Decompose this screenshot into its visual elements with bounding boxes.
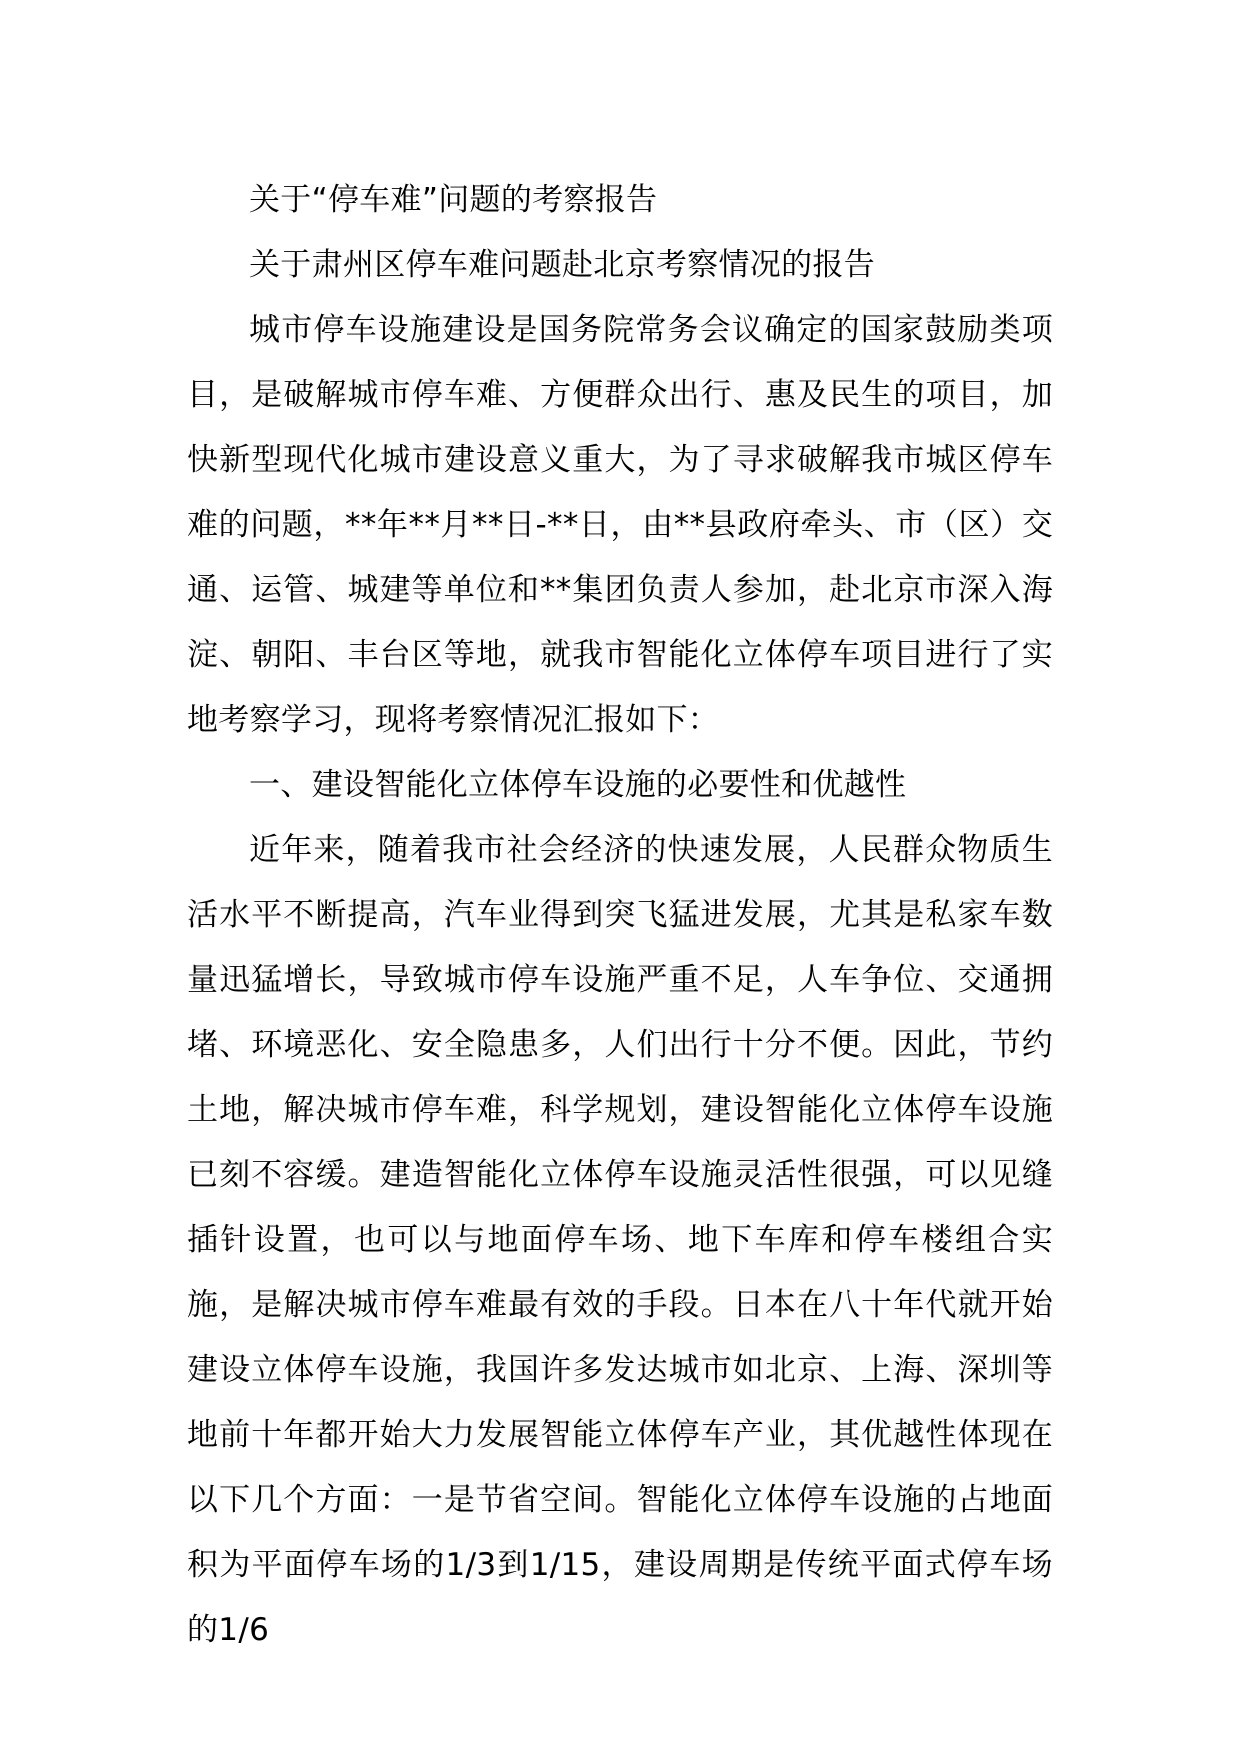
document-subtitle: 关于肃州区停车难问题赴北京考察情况的报告 — [249, 247, 875, 283]
document-page — [187, 168, 1053, 1663]
document-title: 关于“停车难”问题的考察报告 — [249, 182, 658, 218]
paragraph-section-1: 近年来，随着我市社会经济的快速发展，人民群众物质生活水平不断提高，汽车业得到突飞猛进发展，尤其是私家车数量迅猛增长，导致城市停车设施严重不足，人车争位、交通拥堵、环境恶化、安全隐患多，人们出行十分不便。因此，节约土地，解决城市停车难，科学规划，建设智能化立体停车设施已刻不容缓。建造智能化立体停车设施灵活性很强，可以见缝插针设置，也可以与地面停车场、地下车库和停车楼组合实施，是解决城市停车难最有效的手段。日本在八十年代就开始建设立体停车设施，我国许多发达城市如北京、上海、深圳等地前十年都开始大力发展智能立体停车产业，其优越性体现在以下几个方面：一是节省空间。智能化立体停车设施的占地面积为平面停车场的1/3到1/15，建设周期是传统平面式停车场的1/6 — [187, 832, 1053, 1648]
section-heading-1: 一、建设智能化立体停车设施的必要性和优越性 — [249, 767, 907, 803]
paragraph-intro: 城市停车设施建设是国务院常务会议确定的国家鼓励类项目，是破解城市停车难、方便群众出行、惠及民生的项目，加快新型现代化城市建设意义重大，为了寻求破解我市城区停车难的问题，**年**月**日-**日，由**县政府牵头、市（区）交通、运管、城建等单位和**集团负责人参加，赴北京市深入海淀、朝阳、丰台区等地，就我市智能化立体停车项目进行了实地考察学习，现将考察情况汇报如下： — [187, 312, 1053, 738]
